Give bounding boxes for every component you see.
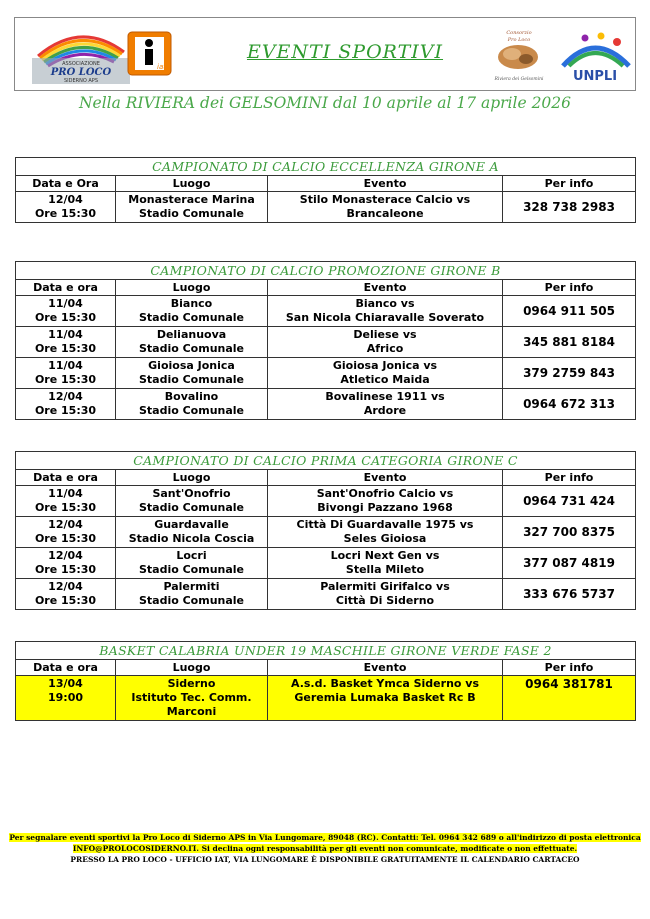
- col-header-info: Per info: [503, 176, 636, 192]
- col-header-place: Luogo: [116, 280, 268, 296]
- event-away: Brancaleone: [346, 207, 424, 220]
- date-range-subtitle: Nella RIVIERA dei GELSOMINI dal 10 aprile al 17 aprile 2026: [78, 94, 572, 112]
- place: Delianuova: [156, 328, 227, 341]
- event-home: Stilo Monasterace Calcio vs: [299, 193, 471, 206]
- event-home: Deliese vs: [353, 328, 417, 341]
- footer-contact-line: Per segnalare eventi sportivi la Pro Loco di Siderno APS in Via Lungomare, 89048 (RC). Contatti: Tel. 0964 342 689 o all'indirizzo di posta elettronica: [9, 833, 641, 842]
- col-header-info: Per info: [503, 470, 636, 486]
- col-header-date: Data e ora: [16, 470, 116, 486]
- event-home: Bianco vs: [355, 297, 415, 310]
- phone: 0964 672 313: [503, 389, 636, 420]
- table-row: [16, 358, 636, 389]
- pro-loco-name-text: PRO LOCO: [50, 67, 112, 78]
- col-header-date: Data e ora: [16, 280, 116, 296]
- date: 11/04: [48, 328, 83, 341]
- pro-loco-city-text: SIDERNO APS: [63, 78, 99, 84]
- table-row: [16, 486, 636, 517]
- col-header-event: Evento: [268, 280, 503, 296]
- event-away: Città Di Siderno: [335, 594, 435, 607]
- consorzio-logo: [488, 25, 550, 85]
- venue: Stadio Comunale: [138, 373, 245, 386]
- phone: 327 700 8375: [503, 517, 636, 548]
- event-home: A.s.d. Basket Ymca Siderno vs: [290, 677, 479, 690]
- phone: 0964 731 424: [503, 486, 636, 517]
- table-row: [16, 327, 636, 358]
- time: 19:00: [47, 691, 83, 704]
- table-row: [16, 579, 636, 610]
- phone: 0964 911 505: [503, 296, 636, 327]
- place: Locri: [176, 549, 207, 562]
- iat-text: iat: [157, 63, 166, 71]
- footer-note: [0, 832, 650, 865]
- col-header-place: Luogo: [116, 470, 268, 486]
- pro-loco-assoc-text: ASSOCIAZIONE: [62, 61, 100, 67]
- footer-calendar-note: PRESSO LA PRO LOCO - UFFICIO IAT, VIA LUNGOMARE È DISPONIBILE GRATUITAMENTE IL CALENDARIO CARTACEO: [70, 855, 580, 864]
- section-title: BASKET CALABRIA UNDER 19 MASCHILE GIRONE VERDE FASE 2: [16, 642, 636, 660]
- table-row: [16, 548, 636, 579]
- consorzio-proloco-text: Pro Loco: [507, 37, 531, 43]
- pro-loco-logo: [26, 22, 136, 86]
- place: Guardavalle: [154, 518, 229, 531]
- phone: 0964 381781: [503, 676, 636, 721]
- venue: Stadio Comunale: [138, 563, 245, 576]
- col-header-event: Evento: [268, 470, 503, 486]
- event-away: Atletico Maida: [340, 373, 430, 386]
- section-basket-table: [15, 641, 636, 721]
- table-row: [16, 389, 636, 420]
- phone: 345 881 8184: [503, 327, 636, 358]
- event-home: Sant'Onofrio Calcio vs: [316, 487, 454, 500]
- col-header-event: Evento: [268, 176, 503, 192]
- event-home: Palermiti Girifalco vs: [320, 580, 450, 593]
- header-box: [14, 17, 636, 91]
- time: Ore 15:30: [34, 532, 97, 545]
- table-row: [16, 676, 636, 721]
- time: Ore 15:30: [34, 594, 97, 607]
- col-header-info: Per info: [503, 660, 636, 676]
- section-promozione-table: [15, 261, 636, 420]
- table-row: [16, 296, 636, 327]
- section-title: CAMPIONATO DI CALCIO PROMOZIONE GIRONE B: [16, 262, 636, 280]
- venue-name: Marconi: [166, 705, 217, 718]
- page-title: EVENTI SPORTIVI: [246, 41, 444, 63]
- section-title: CAMPIONATO DI CALCIO ECCELLENZA GIRONE A: [16, 158, 636, 176]
- unpli-text: UNPLI: [572, 69, 618, 84]
- place: Gioiosa Jonica: [148, 359, 235, 372]
- venue: Stadio Comunale: [138, 404, 245, 417]
- time: Ore 15:30: [34, 342, 97, 355]
- phone: 333 676 5737: [503, 579, 636, 610]
- place: Bianco: [170, 297, 213, 310]
- event-away: Stella Mileto: [345, 563, 425, 576]
- date: 13/04: [48, 677, 83, 690]
- time: Ore 15:30: [34, 207, 97, 220]
- col-header-place: Luogo: [116, 660, 268, 676]
- event-away: Ardore: [363, 404, 407, 417]
- event-home: Gioiosa Jonica vs: [332, 359, 438, 372]
- phone: 379 2759 843: [503, 358, 636, 389]
- event-away: Bivongi Pazzano 1968: [317, 501, 453, 514]
- date: 12/04: [48, 549, 83, 562]
- event-away: Geremia Lumaka Basket Rc B: [294, 691, 476, 704]
- venue: Stadio Comunale: [138, 342, 245, 355]
- time: Ore 15:30: [34, 404, 97, 417]
- event-away: San Nicola Chiaravalle Soverato: [285, 311, 485, 324]
- venue: Istituto Tec. Comm.: [131, 691, 252, 704]
- venue: Stadio Nicola Coscia: [128, 532, 255, 545]
- venue: Stadio Comunale: [138, 501, 245, 514]
- date: 11/04: [48, 297, 83, 310]
- time: Ore 15:30: [34, 373, 97, 386]
- table-row: [16, 192, 636, 223]
- phone: 377 087 4819: [503, 548, 636, 579]
- place: Sant'Onofrio: [152, 487, 231, 500]
- event-away: Seles Gioiosa: [343, 532, 427, 545]
- date: 12/04: [48, 518, 83, 531]
- footer-disclaimer: . Si declina ogni responsabilità per gli eventi non comunicate, modificate o non effettuate.: [196, 844, 578, 853]
- venue: Stadio Comunale: [138, 207, 245, 220]
- place: Palermiti: [163, 580, 220, 593]
- date: 12/04: [48, 580, 83, 593]
- event-away: Africo: [366, 342, 404, 355]
- date: 12/04: [48, 193, 83, 206]
- section-eccellenza-table: [15, 157, 636, 223]
- col-header-info: Per info: [503, 280, 636, 296]
- place: Siderno: [167, 677, 216, 690]
- col-header-event: Evento: [268, 660, 503, 676]
- section-prima-categoria-table: [15, 451, 636, 610]
- consorzio-riviera-text: Riviera dei Gelsomini: [494, 77, 544, 82]
- col-header-place: Luogo: [116, 176, 268, 192]
- unpli-logo: [555, 28, 635, 84]
- date: 11/04: [48, 359, 83, 372]
- footer-email-link[interactable]: INFO@PROLOCOSIDERNO.IT: [72, 844, 197, 853]
- col-header-date: Data e Ora: [16, 176, 116, 192]
- date: 12/04: [48, 390, 83, 403]
- phone: 328 738 2983: [503, 192, 636, 223]
- time: Ore 15:30: [34, 563, 97, 576]
- venue: Stadio Comunale: [138, 311, 245, 324]
- event-home: Città Di Guardavalle 1975 vs: [296, 518, 474, 531]
- section-title: CAMPIONATO DI CALCIO PRIMA CATEGORIA GIRONE C: [16, 452, 636, 470]
- consorzio-text: Consorzio: [506, 30, 532, 36]
- table-row: [16, 517, 636, 548]
- col-header-date: Data e ora: [16, 660, 116, 676]
- iat-logo: [127, 31, 172, 76]
- venue: Stadio Comunale: [138, 594, 245, 607]
- event-home: Locri Next Gen vs: [330, 549, 440, 562]
- place: Monasterace Marina: [128, 193, 255, 206]
- time: Ore 15:30: [34, 501, 97, 514]
- event-home: Bovalinese 1911 vs: [325, 390, 445, 403]
- date: 11/04: [48, 487, 83, 500]
- time: Ore 15:30: [34, 311, 97, 324]
- place: Bovalino: [164, 390, 219, 403]
